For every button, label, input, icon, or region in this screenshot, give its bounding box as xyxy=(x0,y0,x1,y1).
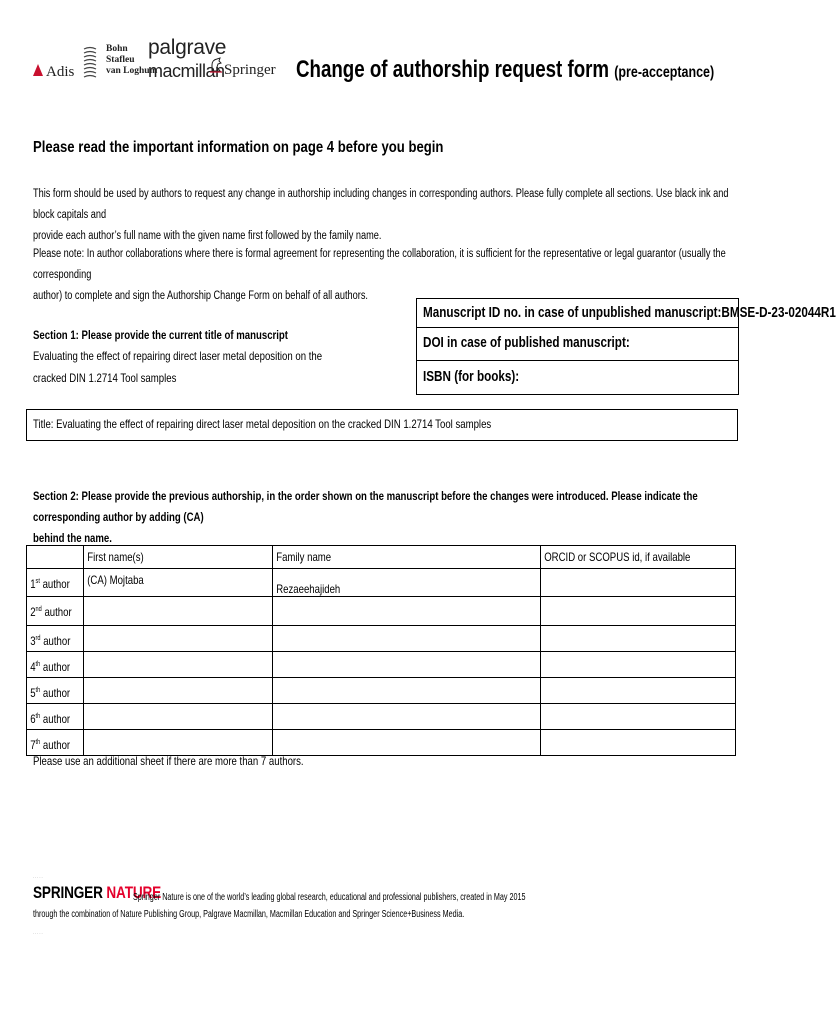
ordinal-number: 6 xyxy=(30,712,36,726)
orcid-value xyxy=(541,685,544,689)
bsl-line-2: Stafleu xyxy=(106,55,135,65)
ordinal-word: author xyxy=(43,634,71,648)
orcid-value xyxy=(541,737,544,741)
first-name-value xyxy=(84,685,87,689)
first-name-value xyxy=(84,604,87,608)
orcid-cell[interactable] xyxy=(541,678,736,704)
ordinal-suffix: th xyxy=(35,739,41,746)
bsl-logo-icon xyxy=(81,46,99,80)
orcid-value xyxy=(541,576,544,580)
ordinal-suffix: th xyxy=(35,713,41,720)
authors-table-header xyxy=(27,546,736,569)
orcid-cell[interactable] xyxy=(541,597,736,626)
orcid-value xyxy=(541,659,544,663)
family-name-cell[interactable] xyxy=(272,569,540,597)
isbn-label: ISBN (for books): xyxy=(423,368,520,385)
first-name-value xyxy=(84,737,87,741)
ordinal-suffix: st xyxy=(35,578,40,585)
manuscript-id-label-text: Manuscript ID no. in case of unpublished manuscript: xyxy=(423,304,722,321)
intro-p1-line2: provide each author’s full name with the given name first followed by the family name. xyxy=(33,230,382,242)
ordinal-word: author xyxy=(42,712,71,726)
intro-p2-line2: author) to complete and sign the Authorship Change Form on behalf of all authors. xyxy=(33,290,368,302)
orcid-value xyxy=(541,604,544,608)
family-name-value xyxy=(273,633,276,637)
orcid-cell[interactable] xyxy=(541,704,736,730)
ordinal-number: 3 xyxy=(30,634,36,648)
family-name-cell[interactable] xyxy=(272,597,540,626)
family-name-cell[interactable] xyxy=(272,704,540,730)
important-notice: Please read the important information on page 4 before you begin xyxy=(33,139,444,156)
header-family-name-text: Family name xyxy=(276,550,332,564)
orcid-cell[interactable] xyxy=(541,569,736,597)
ordinal-suffix: th xyxy=(35,687,41,694)
author-row xyxy=(27,652,736,678)
springer-nature-logo-springer: SPRINGER xyxy=(33,883,103,902)
section1-heading: Section 1: Please provide the current title of manuscript xyxy=(33,328,288,342)
ordinal-number: 2 xyxy=(30,605,36,619)
ordinal-suffix: nd xyxy=(35,606,42,613)
header-family-name xyxy=(272,546,540,569)
first-name-value xyxy=(84,711,87,715)
author-row xyxy=(27,704,736,730)
additional-sheet-note: Please use an additional sheet if there are more than 7 authors. xyxy=(33,754,304,768)
first-name-cell[interactable] xyxy=(83,730,272,756)
first-name-cell[interactable] xyxy=(83,597,272,626)
intro-paragraph-1 xyxy=(33,184,729,247)
footer-mark-2: ..... xyxy=(33,930,44,935)
intro-p1-line1: This form should be used by authors to request any change in authorship including changes in corresponding authors. Please fully complete all sections. Use black ink and block capitals and xyxy=(33,188,729,221)
family-name-cell[interactable] xyxy=(272,652,540,678)
section2-heading-line1: Section 2: Please provide the previous authorship, in the order shown on the manuscript before the changes were introduced. Please indicate the corresponding author by adding (CA) xyxy=(33,489,698,524)
author-ordinal xyxy=(27,730,84,756)
ordinal-word: author xyxy=(42,577,70,591)
first-name-value: (CA) Mojtaba xyxy=(87,573,144,587)
ordinal-word: author xyxy=(42,660,71,674)
section2-heading xyxy=(33,486,753,549)
orcid-cell[interactable] xyxy=(541,730,736,756)
title-field-text: Title: Evaluating the effect of repairing direct laser metal deposition on the cracked DIN 1.2714 Tool samples xyxy=(33,417,492,431)
springer-logo: Springer xyxy=(224,62,276,78)
doi-label: DOI in case of published manuscript: xyxy=(423,334,630,351)
first-name-cell[interactable] xyxy=(83,704,272,730)
family-name-value xyxy=(273,711,276,715)
ordinal-number: 1 xyxy=(30,577,36,591)
intro-p2-line1: Please note: In author collaborations where there is formal agreement for representing the collaboration, it is sufficient for the representative or legal guarantor (usually the corresponding xyxy=(33,248,726,281)
author-ordinal xyxy=(27,626,84,652)
family-name-cell[interactable] xyxy=(272,678,540,704)
author-row xyxy=(27,569,736,597)
header-cell-blank xyxy=(27,546,84,569)
author-ordinal xyxy=(27,704,84,730)
springer-nature-logo-nature: NATURE xyxy=(106,883,162,902)
manuscript-id-value: BMSE-D-23-02044R1 xyxy=(721,304,836,321)
family-name-value xyxy=(273,604,276,608)
family-name-value xyxy=(273,659,276,663)
first-name-value xyxy=(84,659,87,663)
authors-table xyxy=(26,545,736,756)
ordinal-number: 7 xyxy=(30,738,36,752)
author-row xyxy=(27,626,736,652)
ordinal-word: author xyxy=(42,686,71,700)
header-first-name xyxy=(83,546,272,569)
doi-field[interactable] xyxy=(417,328,738,361)
adis-logo-icon xyxy=(33,64,43,76)
orcid-value xyxy=(541,633,544,637)
form-title-main: Change of authorship request form xyxy=(296,56,610,83)
ordinal-number: 5 xyxy=(30,686,36,700)
footer-line-1: Springer Nature is one of the world’s leading global research, educational and professional publishers, created in May 2015 xyxy=(133,892,526,903)
first-name-value xyxy=(84,633,87,637)
section1-title-line2: cracked DIN 1.2714 Tool samples xyxy=(33,371,177,385)
first-name-cell[interactable] xyxy=(83,569,272,597)
orcid-cell[interactable] xyxy=(541,626,736,652)
ordinal-suffix: rd xyxy=(35,635,41,642)
author-ordinal xyxy=(27,652,84,678)
family-name-value xyxy=(273,737,276,741)
bsl-line-1: Bohn xyxy=(106,44,128,54)
ordinal-word: author xyxy=(44,605,72,619)
bsl-line-3: van Loghum xyxy=(106,66,158,76)
macmillan-logo: macmillan xyxy=(148,61,225,81)
family-name-cell[interactable] xyxy=(272,626,540,652)
author-ordinal xyxy=(27,678,84,704)
footer-mark-1: ..... xyxy=(33,874,44,879)
author-row xyxy=(27,730,736,756)
form-title-sub: (pre-acceptance) xyxy=(614,64,715,81)
first-name-cell[interactable] xyxy=(83,652,272,678)
header-first-name-text: First name(s) xyxy=(87,550,144,564)
ordinal-word: author xyxy=(42,738,71,752)
first-name-cell[interactable] xyxy=(83,678,272,704)
form-title xyxy=(296,56,714,84)
orcid-cell[interactable] xyxy=(541,652,736,678)
first-name-cell[interactable] xyxy=(83,626,272,652)
adis-logo: Adis xyxy=(46,64,75,80)
section1-title-line1: Evaluating the effect of repairing direct laser metal deposition on the xyxy=(33,349,323,363)
orcid-value xyxy=(541,711,544,715)
author-ordinal xyxy=(27,597,84,626)
header-orcid xyxy=(541,546,736,569)
family-name-value: Rezaeehajideh xyxy=(276,582,341,596)
springer-horse-icon xyxy=(209,57,223,73)
author-row xyxy=(27,678,736,704)
author-row xyxy=(27,597,736,626)
manuscript-id-field[interactable] xyxy=(417,299,836,328)
ordinal-number: 4 xyxy=(30,660,36,674)
manuscript-id-label xyxy=(423,304,836,321)
section2-heading-line2: behind the name. xyxy=(33,531,112,545)
palgrave-logo: palgrave xyxy=(148,36,227,59)
family-name-value xyxy=(273,685,276,689)
author-ordinal xyxy=(27,569,84,597)
manuscript-info-box xyxy=(416,298,836,395)
isbn-field[interactable] xyxy=(417,361,738,394)
family-name-cell[interactable] xyxy=(272,730,540,756)
ordinal-suffix: th xyxy=(35,661,41,668)
footer-line-2: through the combination of Nature Publishing Group, Palgrave Macmillan, Macmillan Education and Springer Science+Business Media. xyxy=(33,909,465,920)
header-orcid-text: ORCID or SCOPUS id, if available xyxy=(544,550,691,564)
